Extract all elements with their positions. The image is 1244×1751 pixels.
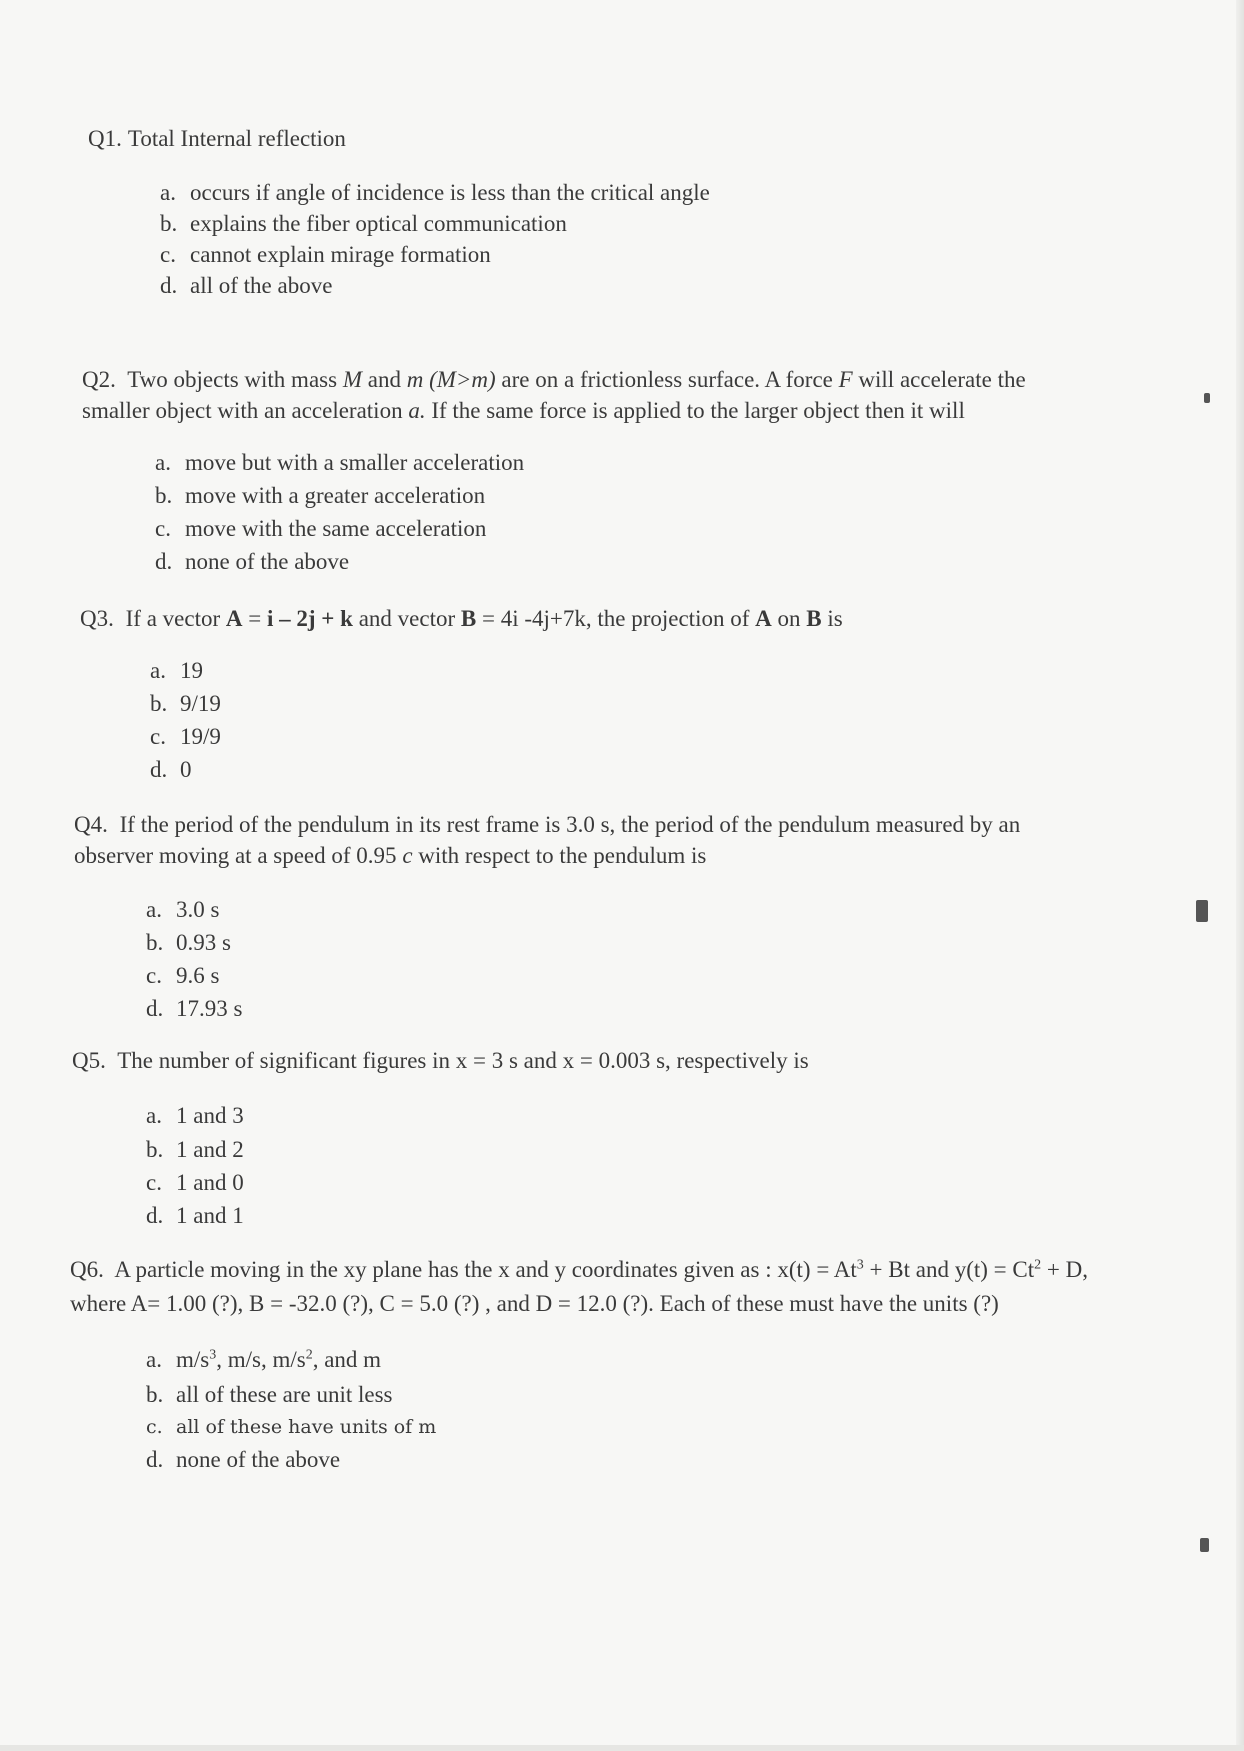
option-letter: b. xyxy=(146,1382,164,1407)
option-text: move with the same acceleration xyxy=(185,516,487,541)
q4-text: observer moving at a speed of 0.95 xyxy=(74,843,397,868)
q3-option-c[interactable] xyxy=(150,723,221,751)
q2-text: and xyxy=(367,367,401,392)
q6-text: + D, xyxy=(1041,1257,1088,1282)
option-text: move but with a smaller acceleration xyxy=(185,450,525,475)
q6-option-c[interactable] xyxy=(146,1413,436,1441)
q3-option-a[interactable] xyxy=(150,657,203,685)
q5-option-b[interactable] xyxy=(146,1136,244,1164)
q1-option-a[interactable] xyxy=(160,179,710,207)
q2-mass-m: m (M>m) xyxy=(406,367,496,392)
q3-text: and vector xyxy=(358,606,456,631)
option-letter: c. xyxy=(155,516,171,541)
q3-text: is xyxy=(827,606,843,631)
option-text: 1 and 0 xyxy=(176,1170,244,1195)
q2-option-a[interactable] xyxy=(155,449,524,477)
option-letter: b. xyxy=(160,211,178,236)
q3-vector-B-value: = 4i -4j+7k, xyxy=(481,606,592,631)
option-letter: d. xyxy=(146,996,164,1021)
q4-option-c[interactable] xyxy=(146,962,219,990)
q3-number: Q3. xyxy=(80,606,114,631)
q5-option-a[interactable] xyxy=(146,1102,244,1130)
q3-vector-B: B xyxy=(460,606,477,631)
option-text: 1 and 3 xyxy=(176,1103,244,1128)
option-letter: a. xyxy=(146,1103,162,1128)
option-text: explains the fiber optical communication xyxy=(190,211,567,236)
q2-force-F: F xyxy=(838,367,853,392)
q2-option-c[interactable] xyxy=(155,515,486,543)
q6-option-d[interactable] xyxy=(146,1446,340,1474)
q2-acceleration-a: a. xyxy=(408,398,426,423)
q4-number: Q4. xyxy=(74,812,108,837)
option-text: 9.6 s xyxy=(176,963,220,988)
q4-text: with respect to the pendulum is xyxy=(418,843,707,868)
q4-option-a[interactable] xyxy=(146,896,219,924)
q6-text: A particle moving in the xy plane has the x and y coordinates given as : x(t) = At xyxy=(114,1257,857,1282)
option-letter: a. xyxy=(155,450,171,475)
q3-question xyxy=(80,605,843,633)
option-letter: c. xyxy=(146,1416,163,1438)
q4-option-b[interactable] xyxy=(146,929,231,957)
option-text: cannot explain mirage formation xyxy=(190,242,491,267)
q4-text: If the period of the pendulum in its rest frame is 3.0 s, the period of the pendulum measured by an xyxy=(119,812,1021,837)
scan-mark xyxy=(1200,1538,1209,1552)
q3-vector-A: A xyxy=(755,606,772,631)
q2-text: are on a frictionless surface. A force xyxy=(501,367,833,392)
option-letter: c. xyxy=(146,1170,162,1195)
q3-text: = xyxy=(248,606,262,631)
option-letter: c. xyxy=(160,242,176,267)
q3-vector-B: B xyxy=(806,606,822,631)
q3-vector-A-value: i – 2j + k xyxy=(266,606,353,631)
q5-option-d[interactable] xyxy=(146,1202,244,1230)
option-letter: d. xyxy=(146,1447,164,1472)
q6-text: + Bt and y(t) = Ct xyxy=(863,1257,1035,1282)
q2-text: will accelerate the xyxy=(858,367,1026,392)
option-text: move with a greater acceleration xyxy=(185,483,486,508)
q6-superscript: 2 xyxy=(1034,1257,1042,1273)
q5-option-c[interactable] xyxy=(146,1169,244,1197)
option-text: 1 and 1 xyxy=(176,1203,244,1228)
option-text: m/s xyxy=(176,1347,210,1372)
q2-question-line2 xyxy=(82,397,965,425)
q1-option-d[interactable] xyxy=(160,272,332,300)
q6-option-b[interactable] xyxy=(146,1381,393,1409)
q6-text: where A= 1.00 (?), B = -32.0 (?), C = 5.0 (?) , and D = 12.0 (?). Each of these must have the units (?) xyxy=(70,1291,999,1316)
q6-question-line1 xyxy=(70,1256,1088,1284)
option-letter: d. xyxy=(150,757,168,782)
q3-option-b[interactable] xyxy=(150,690,221,718)
option-text: , m/s, m/s xyxy=(216,1347,306,1372)
option-text: 9/19 xyxy=(180,691,221,716)
q4-option-d[interactable] xyxy=(146,995,242,1023)
q2-number: Q2. xyxy=(82,367,116,392)
option-text: occurs if angle of incidence is less than the critical angle xyxy=(190,180,710,205)
option-letter: b. xyxy=(146,930,164,955)
option-text: 0.93 s xyxy=(176,930,231,955)
q4-question-line1 xyxy=(74,811,1020,839)
option-letter: d. xyxy=(146,1203,164,1228)
q4-question-line2 xyxy=(74,842,706,870)
option-text: 3.0 s xyxy=(176,897,220,922)
q3-vector-A: A xyxy=(225,606,243,631)
option-text: none of the above xyxy=(185,549,350,574)
option-text: all of the above xyxy=(190,273,333,298)
q2-option-b[interactable] xyxy=(155,482,485,510)
option-letter: a. xyxy=(150,658,166,683)
q3-text: on xyxy=(777,606,801,631)
option-superscript: 3 xyxy=(209,1347,217,1363)
q2-text: smaller object with an acceleration xyxy=(82,398,403,423)
q2-option-d[interactable] xyxy=(155,548,349,576)
q3-text: the projection of xyxy=(597,606,750,631)
q5-number: Q5. xyxy=(72,1048,106,1073)
q1-option-b[interactable] xyxy=(160,210,567,238)
option-letter: b. xyxy=(155,483,173,508)
q3-text: If a vector xyxy=(125,606,221,631)
q5-question xyxy=(72,1047,809,1075)
q5-text: The number of significant figures in x = 3 s and x = 0.003 s, respectively is xyxy=(117,1048,809,1073)
option-text: 17.93 s xyxy=(176,996,243,1021)
q2-question-line1 xyxy=(82,366,1026,394)
scan-mark xyxy=(1196,900,1208,922)
q2-mass-M: M xyxy=(342,367,362,392)
q1-text: Total Internal reflection xyxy=(127,126,346,151)
q6-number: Q6. xyxy=(70,1257,104,1282)
q6-superscript: 3 xyxy=(856,1257,864,1273)
option-letter: d. xyxy=(155,549,173,574)
option-text: 19 xyxy=(180,658,203,683)
option-text: 19/9 xyxy=(180,724,221,749)
option-text: 0 xyxy=(180,757,192,782)
q2-text: If the same force is applied to the larger object then it will xyxy=(431,398,965,423)
option-letter: b. xyxy=(146,1137,164,1162)
option-letter: c. xyxy=(150,724,166,749)
q2-text: Two objects with mass xyxy=(127,367,338,392)
scan-mark xyxy=(1204,393,1210,403)
option-superscript: 2 xyxy=(305,1347,313,1363)
page-edge-bottom xyxy=(0,1745,1244,1751)
q1-question xyxy=(88,125,346,153)
q6-question-line2 xyxy=(70,1290,999,1318)
q4-speed-of-light: c xyxy=(402,843,413,868)
option-letter: a. xyxy=(160,180,176,205)
q1-number: Q1. xyxy=(88,126,122,151)
option-letter: b. xyxy=(150,691,168,716)
option-text: , and m xyxy=(312,1347,382,1372)
option-letter: c. xyxy=(146,963,162,988)
q1-option-c[interactable] xyxy=(160,241,491,269)
page-edge xyxy=(1236,0,1244,1751)
q3-option-d[interactable] xyxy=(150,756,192,784)
option-letter: a. xyxy=(146,1347,162,1372)
option-letter: a. xyxy=(146,897,162,922)
option-text: all of these have units of m xyxy=(176,1416,437,1438)
option-letter: d. xyxy=(160,273,178,298)
option-text: none of the above xyxy=(176,1447,341,1472)
option-text: all of these are unit less xyxy=(176,1382,393,1407)
q6-option-a[interactable] xyxy=(146,1346,381,1374)
option-text: 1 and 2 xyxy=(176,1137,244,1162)
